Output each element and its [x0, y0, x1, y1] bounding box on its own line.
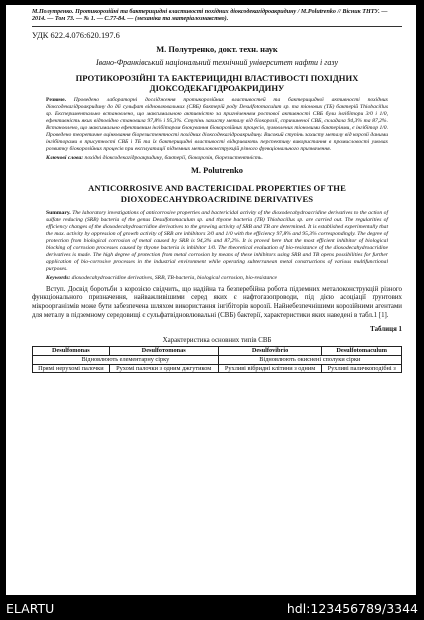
abstract-en-text: The laboratory investigations of anticorrosive properties and bactericidal activity of the dioxodecahydroacridine derivatives to the action of sulfate reducing (SRB) bacteria of the genus Desulfotomaculum sp. and thyone bacteria (TB) Thiobacillus sp. are carried out. The regularities of efficiency changes of the dioxodecahydroacridine derivatives to the growing activity of SRB and TB are determined. It is established experimentally that the max. activity by oppression of growth activity of SRB are inhibitors 3/0 and 1/0 with the efficiency 97,8% and 95,3% correspondingly. The degree of protection from biological corrosion of metal caused by SRB is 94,3% and 87,2%. It is proved here that the most efficient inhibitor of biological blocking of corrosion processes caused by thyone bacteria is inhibitor 1/0. The theoretical evaluation of bio-resistance of the dioxodecahydroacridine derivatives is made. The high degree of protection from metal corrosion by means of these inhibitors using SRB and TB opens possibilities for further application of bio-corrosive processes in the industrial environment while operating subterranean metal constructions of various multifunctional purposes. — [46, 209, 389, 273]
table-cell: Відновлюють окиснені сполуки сірки — [218, 356, 401, 365]
author-uk: М. Полутренко, докт. техн. наук — [156, 44, 278, 54]
keywords-uk-label: Ключові слова: — [46, 154, 84, 161]
intro-paragraph: Вступ. Досвід боротьби з корозією свідчить, що надійна та безперебійна робота підземних металоконструкцій різного функціонального призначення, найважливішими серед яких є нафтогазопроводи, під дією асоціації ґрунтових мікроорганізмів може бути забезпечена шляхом використання інгібіторів корозії. Найнебезпечнішими корозійними агентами для металу в підземному середовищі є сульфатвідновлювальні (СВБ) бактерії, характеристики яких наведені в табл.1 [1]. — [32, 285, 402, 319]
table-caption: Характеристика основних типів СВБ — [162, 337, 272, 345]
table-cell: Прямі нерухомі палочки — [33, 364, 110, 373]
abstract-uk — [32, 97, 402, 154]
abstract-en-label: Summary. — [46, 209, 71, 216]
footer-bar — [0, 595, 424, 620]
abstract-uk-label: Резюме. — [46, 96, 66, 103]
table-cell: Рухливі вібридні клітини з одним — [218, 364, 322, 373]
keywords-uk-text: похідні діоксодекагідроакридину, бактерії, біокорозія, біорезистентність. — [84, 154, 263, 161]
keywords-en — [32, 275, 402, 282]
abstract-uk-text: Проведено лабораторні дослідження протикорозійних властивостей та бактерицидної активності похідних діоксодекагідроакридину до дії сульфат відновлювальних (СВБ) бактерій роду Desulfotomaculum sp. та тіонових (ТБ) бактерій Thiobacillus sp. Експериментально встановлено, що максимальною активністю за пригніченням ростової активності СВБ були інгібітори 3/0 і 1/0, ефективність яких відповідно становила 97,8% і 95,3%. Ступінь захисту металу від біокорозії, спричиненої СВБ, складала 94,3% та 87,2%. Встановлено, що максимально ефективним інгібітором блокування біокорозійних процесів, зумовлених тіоновими бактеріями, є інгібітор 1/0. Проведено теоретичне оцінювання біорезистентності похідних діоксодекагідроакридину. Високий ступінь захисту металу від корозії даними інгібіторами в присутності СВБ і ТБ та їх бактерицидні властивості відкривають перспективу використання в промисловості умовах розвитку біокорозійних процесів при експлуатації підземних металоконструкцій різного функціонального призначення. — [46, 96, 388, 153]
keywords-uk — [32, 155, 402, 162]
affiliation-uk: Івано-Франківський національний технічний університет нафти і газу — [96, 57, 338, 67]
abstract-en — [32, 210, 402, 274]
srb-types-table — [32, 346, 402, 373]
table-label: Таблиця 1 — [370, 326, 402, 334]
table-header-row — [33, 347, 402, 356]
citation-header: М.Полутренко. Протикорозійні та бактерицидні властивості похідних діоксодекагідроакридину / M.Polutrenko // Вісник ТНТУ. — 2014. — Том 73. — № 1. — С.77-84. — (механіка та матеріалознавство). — [32, 9, 402, 27]
table-header-cell: Desulfotomaculum — [322, 347, 402, 356]
keywords-en-label: Keywords: — [46, 274, 71, 281]
document-page — [6, 5, 416, 595]
table-cell: Рухливі паличкоподібні з — [322, 364, 402, 373]
table-cell: Рухомі палочки з одним джгутиком — [109, 364, 218, 373]
title-en: ANTICORROSIVE AND BACTERICIDAL PROPERTIES OF THE DIOXODECAHYDROACRIDINE DERIVATIVES — [88, 182, 346, 204]
table-row — [33, 356, 402, 365]
keywords-en-text: dioxodecahydroacridine derivatives, SRB, TB-bacteria, biological corrosion, bio-resistance — [71, 274, 278, 281]
title-uk: ПРОТИКОРОЗІЙНІ ТА БАКТЕРИЦИДНІ ВЛАСТИВОСТІ ПОХІДНИХ ДІОКСОДЕКАГІДРОАКРИДИНУ — [75, 72, 359, 93]
repository-label: ELARTU — [6, 601, 55, 616]
table-cell: Відновлюють елементарну сірку — [33, 356, 219, 365]
table-header-cell: Desulfoтomonas — [109, 347, 218, 356]
udc-code: УДК 622.4.076:620.197.6 — [32, 30, 120, 40]
handle-id: hdl:123456789/3344 — [286, 601, 418, 616]
table-header-cell: Desulfovibrio — [218, 347, 322, 356]
table-row — [33, 364, 402, 373]
author-en: M. Polutrenko — [191, 165, 243, 175]
table-header-cell: Desulfomonas — [33, 347, 110, 356]
